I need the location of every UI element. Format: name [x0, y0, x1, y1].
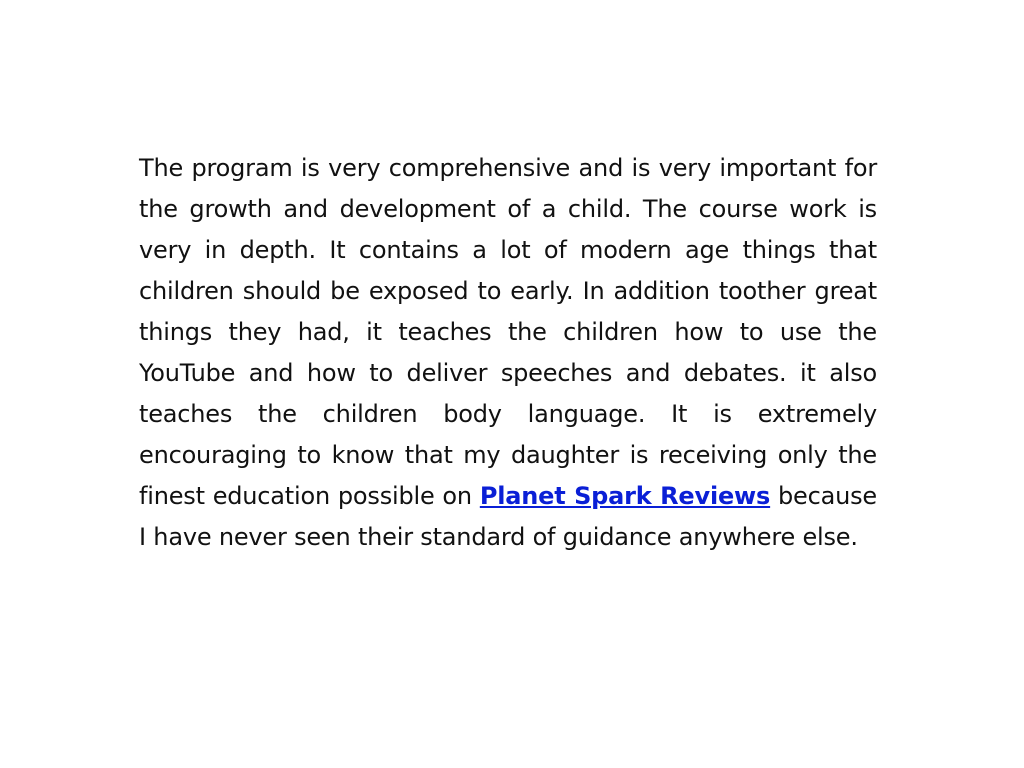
body-paragraph — [139, 148, 877, 558]
paragraph-text-after-link: because I have never seen their standard of guidance anywhere else. — [139, 482, 877, 551]
paragraph-text-before-link: The program is very comprehensive and is very important for the growth and development of a child. The course work is very in depth. It contains a lot of modern age things that children should be exposed to early. In addition toother great things they had, it teaches the children how to use the YouTube and how to deliver speeches and debates. it also teaches the children body language. It is extremely encouraging to know that my daughter is receiving only the finest education possible on — [139, 154, 877, 510]
planet-spark-reviews-link[interactable]: Planet Spark Reviews — [479, 482, 771, 510]
